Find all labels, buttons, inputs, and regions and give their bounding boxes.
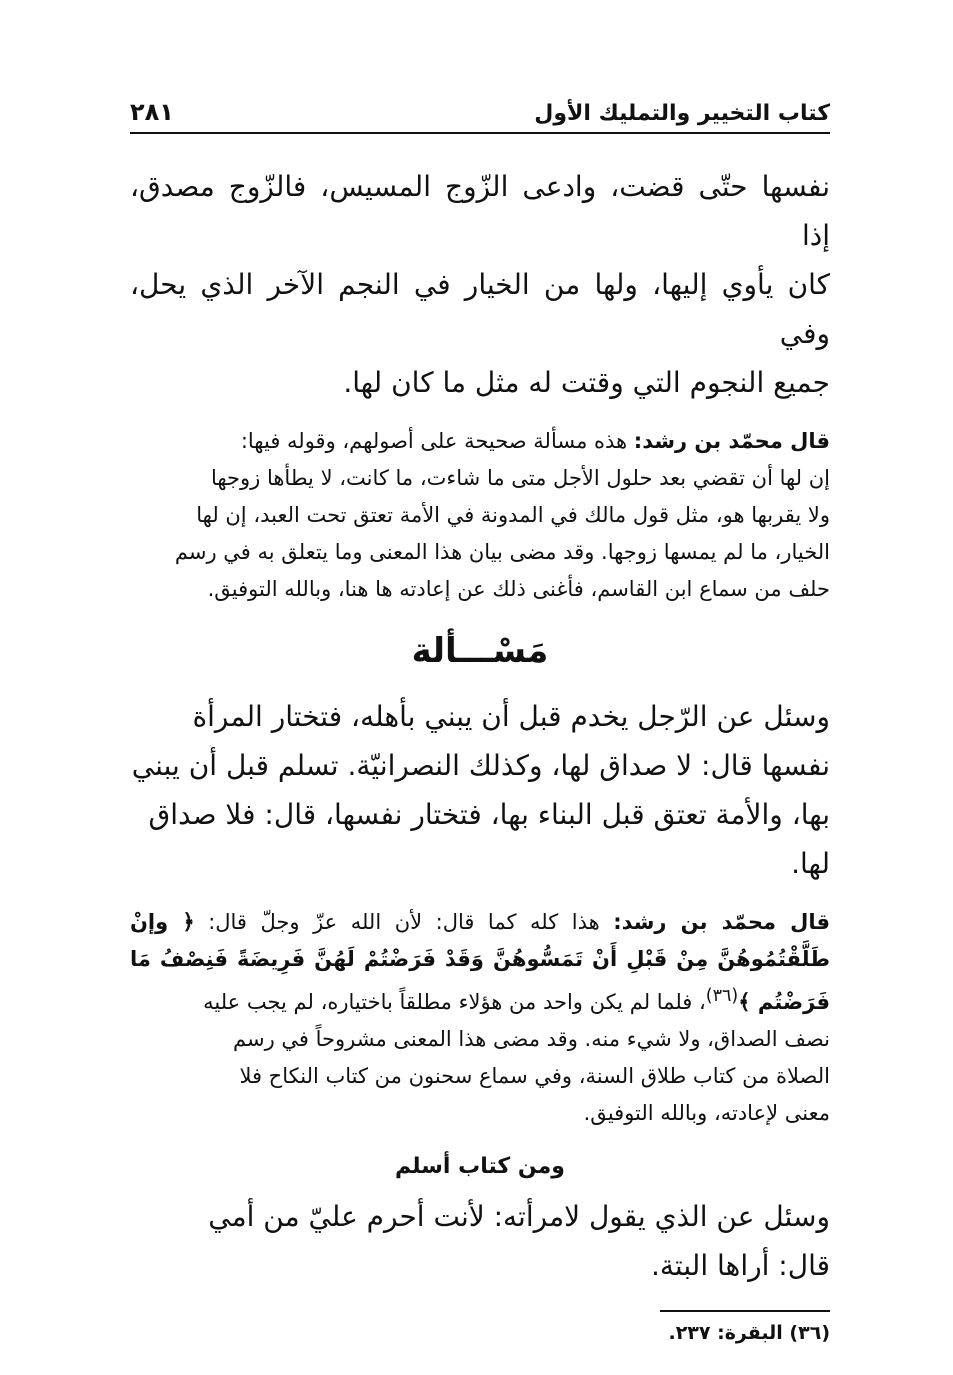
quran-verse: ﴿ وإنْ طَلَّقْتُمُوهُنَّ مِنْ قَبْلِ أَنْ تَمَسُّوهُنَّ وَقَدْ فَرَضْتُمْ لَهُنَّ فَرِيضَةً فَنِصْفُ مَا فَرَضْتُم ﴾	[130, 910, 830, 1014]
text-line: الخيار، ما لم يمسها زوجها. وقد مضى بيان هذا المعنى وما يتعلق به في رسم	[174, 540, 830, 564]
footnote: (٣٦) البقرة: ٢٣٧.	[668, 1322, 830, 1344]
text-line: ولا يقربها هو، مثل قول مالك في المدونة في الأمة تعتق تحت العبد، إن لها	[196, 503, 830, 527]
page-number: ٢٨١	[130, 98, 174, 126]
text-line: قال: أراها البتة.	[651, 1249, 830, 1282]
section-heading-masala: مَسْـــألة	[411, 631, 549, 671]
text-line: وسئل عن الذي يقول لامرأته: لأنت أحرم عليّ من أمي	[208, 1200, 830, 1233]
commentator-name: قال محمّد بن رشد:	[613, 910, 830, 934]
paragraph-1	[130, 162, 830, 407]
commentator-name: قال محمّد بن رشد:	[633, 429, 830, 453]
text-line: هذا كله كما قال: لأن الله عزّ وجلّ قال:	[208, 910, 600, 934]
text-line: هذه مسألة صحيحة على أصولهم، وقوله فيها:	[240, 429, 628, 453]
text-line: لها.	[791, 847, 830, 880]
footnote-ref: (٣٦)	[705, 986, 739, 1006]
section-heading-aslam: ومن كتاب أسلم	[395, 1154, 565, 1179]
text-line: حلف من سماع ابن القاسم، فأغنى ذلك عن إعادته ها هنا، وبالله التوفيق.	[207, 577, 830, 601]
text-line: الصلاة من كتاب طلاق السنة، وفي سماع سحنون من كتاب النكاح فلا	[239, 1064, 830, 1088]
text-line: وسئل عن الرّجل يخدم قبل أن يبني بأهله، فتختار المرأة	[192, 700, 830, 733]
running-header	[130, 92, 830, 134]
text-line: ، فلما لم يكن واحد من هؤلاء مطلقاً باختياره، لم يجب عليه	[203, 990, 706, 1014]
text-line: معنى لإعادته، وبالله التوفيق.	[583, 1101, 830, 1125]
footnote-rule	[660, 1310, 830, 1312]
text-line: كان يأوي إليها، ولها من الخيار في النجم الآخر الذي يحل، وفي	[130, 268, 830, 350]
text-line: بها، والأمة تعتق قبل البناء بها، فتختار نفسها، قال: فلا صداق	[148, 798, 830, 831]
commentary-2	[130, 904, 830, 1132]
text-line: جميع النجوم التي وقتت له مثل ما كان لها.	[343, 366, 830, 399]
text-line: نفسها قال: لا صداق لها، وكذلك النصرانيّة. تسلم قبل أن يبني	[131, 749, 830, 782]
paragraph-3	[130, 1192, 830, 1290]
book-page	[130, 92, 830, 1348]
text-line: نفسها حتّى قضت، وادعى الزّوج المسيس، فالزّوج مصدق، إذا	[130, 170, 830, 252]
text-line: نصف الصداق، ولا شيء منه. وقد مضى هذا المعنى مشروحاً في رسم	[233, 1027, 830, 1051]
running-title: كتاب التخيير والتمليك الأول	[534, 101, 830, 126]
text-line: إن لها أن تقضي بعد حلول الأجل متى ما شاءت، ما كانت، لا يطأها زوجها	[210, 466, 830, 490]
commentary-1	[130, 423, 830, 608]
paragraph-2	[130, 692, 830, 888]
